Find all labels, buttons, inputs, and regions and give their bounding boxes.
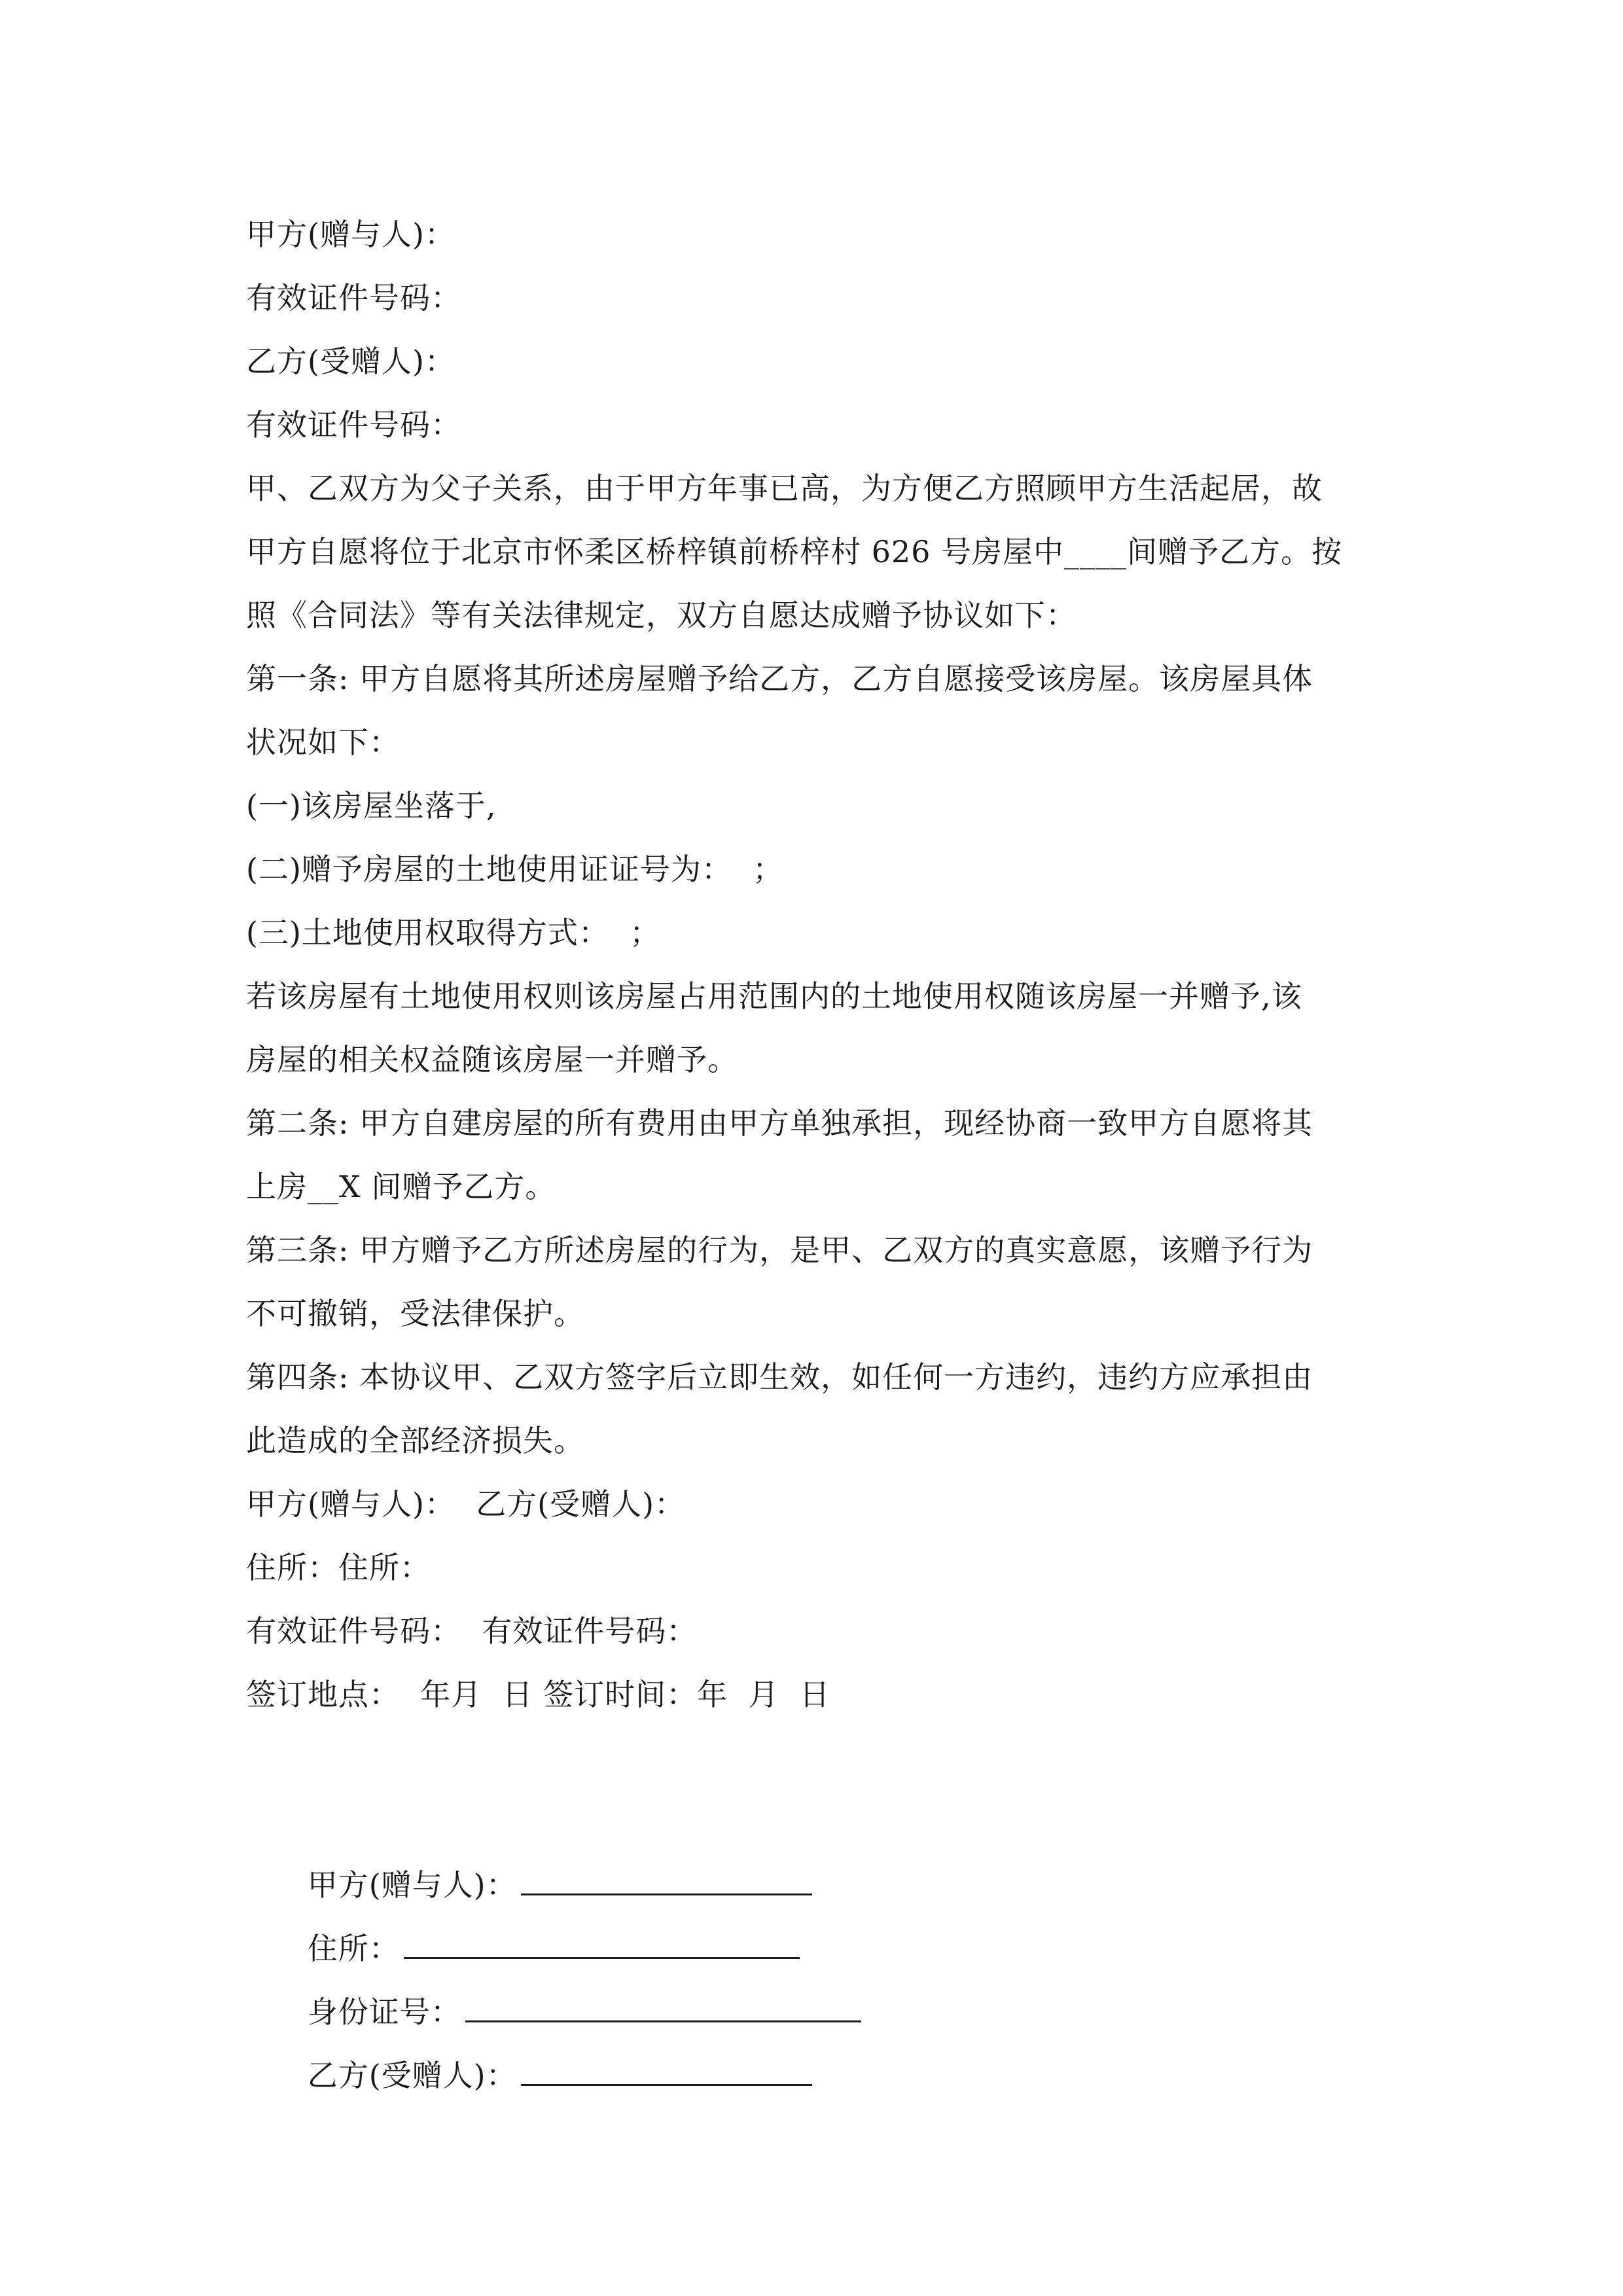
article-1-line: 第一条: 甲方自愿将其所述房屋赠予给乙方，乙方自愿接受该房屋。该房屋具体 bbox=[246, 661, 1313, 696]
signature-id-label: 身份证号： bbox=[307, 1994, 461, 2030]
article-2-line: 第二条: 甲方自建房屋的所有费用由甲方单独承担，现经协商一致甲方自愿将其 bbox=[246, 1105, 1313, 1141]
party-b-heading: 乙方(受赠人)： bbox=[246, 344, 455, 379]
agreement-body bbox=[246, 203, 1378, 2093]
article-3-line: 第三条: 甲方赠予乙方所述房屋的行为，是甲、乙双方的真实意愿，该赠予行为 bbox=[246, 1232, 1313, 1268]
signature-party-a-field[interactable] bbox=[521, 1863, 812, 1895]
signature-party-a-label: 甲方(赠与人)： bbox=[307, 1867, 517, 1903]
article-1-item: (二)赠予房屋的土地使用证证号为： ； bbox=[246, 852, 784, 887]
article-4-line: 此造成的全部经济损失。 bbox=[246, 1423, 584, 1458]
footer-id-numbers: 有效证件号码： 有效证件号码： bbox=[246, 1613, 698, 1649]
signature-party-a-row bbox=[246, 1790, 1378, 1903]
article-1-item: (一)该房屋坐落于, bbox=[246, 788, 497, 823]
land-use-line: 房屋的相关权益随该房屋一并赠予。 bbox=[246, 1042, 738, 1077]
signature-address-label: 住所： bbox=[307, 1931, 400, 1966]
footer-parties: 甲方(赠与人)： 乙方(受赠人)： bbox=[246, 1486, 686, 1522]
intro-line: 甲方自愿将位于北京市怀柔区桥梓镇前桥梓村 626 号房屋中____间赠予乙方。按 bbox=[246, 534, 1343, 569]
signature-address-field[interactable] bbox=[404, 1927, 800, 1959]
article-1-item: (三)土地使用权取得方式： ； bbox=[246, 915, 661, 950]
land-use-line: 若该房屋有土地使用权则该房屋占用范围内的土地使用权随该房屋一并赠予,该 bbox=[246, 978, 1302, 1014]
signature-party-b-label: 乙方(受赠人)： bbox=[307, 2058, 517, 2093]
signature-party-b-field[interactable] bbox=[521, 2054, 812, 2086]
intro-line: 甲、乙双方为父子关系，由于甲方年事已高，为方便乙方照顾甲方生活起居，故 bbox=[246, 471, 1323, 506]
footer-signing-place-date: 签订地点： 年月 日 签订时间：年 月 日 bbox=[246, 1677, 830, 1712]
party-a-heading: 甲方(赠与人)： bbox=[246, 217, 455, 252]
signature-id-field[interactable] bbox=[465, 1990, 861, 2022]
article-3-line: 不可撤销，受法律保护。 bbox=[246, 1296, 584, 1331]
article-4-line: 第四条: 本协议甲、乙双方签字后立即生效，如任何一方违约，违约方应承担由 bbox=[246, 1359, 1313, 1395]
article-2-line: 上房__X 间赠予乙方。 bbox=[246, 1169, 556, 1204]
intro-line: 照《合同法》等有关法律规定，双方自愿达成赠予协议如下： bbox=[246, 598, 1077, 633]
footer-address: 住所：住所： bbox=[246, 1550, 431, 1585]
party-b-id-heading: 有效证件号码： bbox=[246, 407, 461, 442]
party-a-id-heading: 有效证件号码： bbox=[246, 280, 461, 315]
spacer bbox=[246, 1727, 1378, 1790]
article-1-line: 状况如下： bbox=[246, 725, 400, 760]
